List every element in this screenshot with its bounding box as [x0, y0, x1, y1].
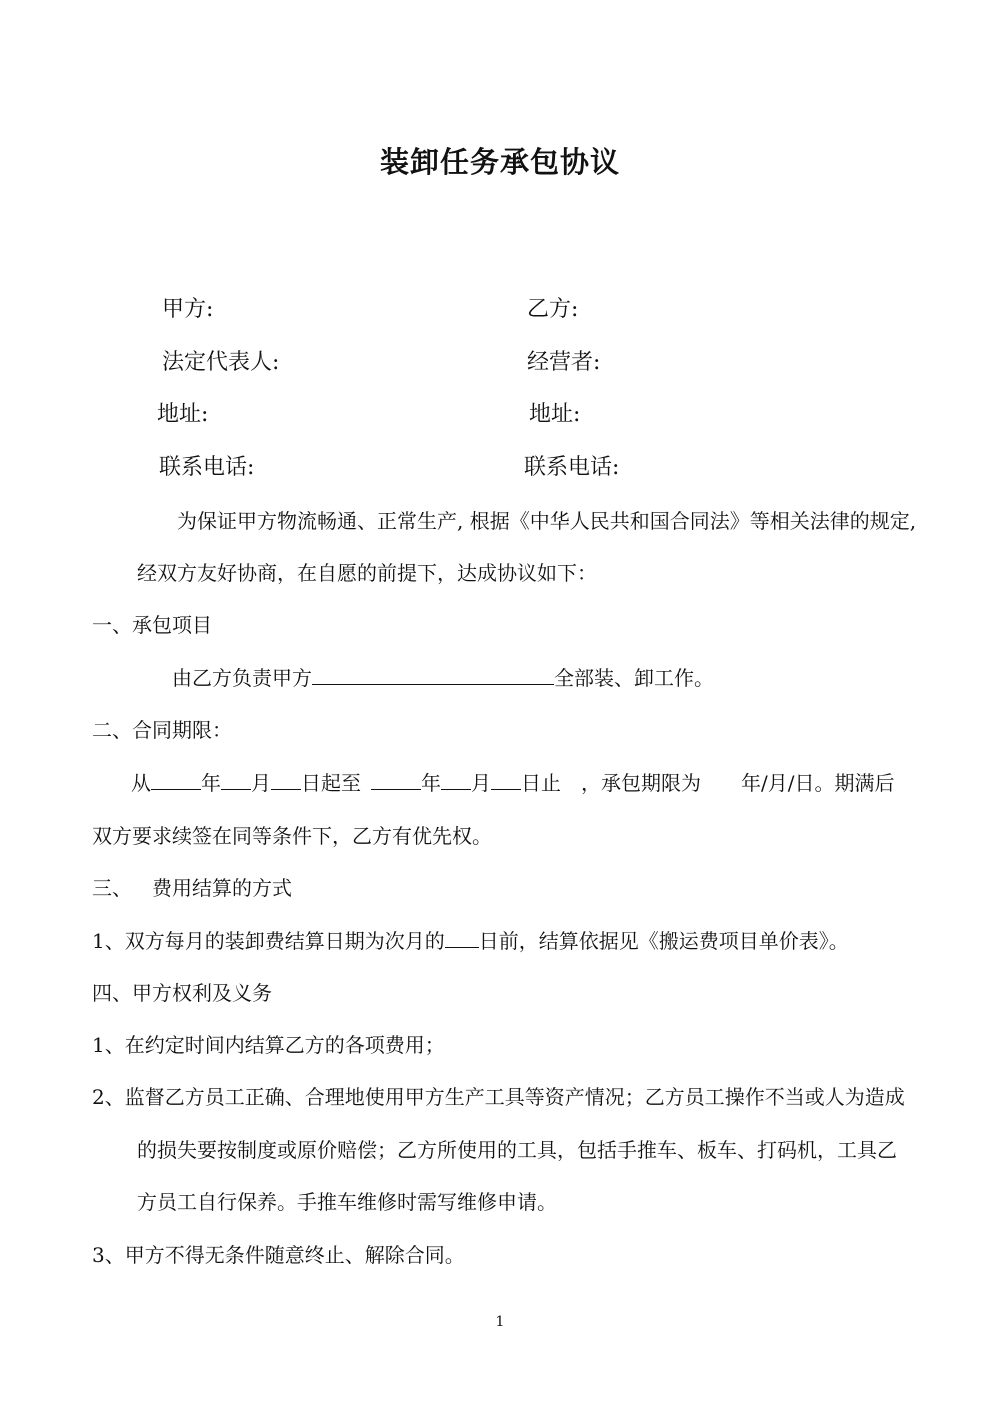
section-2-heading: 二、合同期限： [92, 718, 232, 742]
section-4-item-3: 3、甲方不得无条件随意终止、解除合同。 [92, 1243, 465, 1267]
section-4-item-2-line-2: 的损失要按制度或原价赔偿；乙方所使用的工具，包括手推车、板车、打码机，工具乙 [137, 1138, 897, 1162]
project-blank-line [312, 664, 554, 685]
end-year-blank [371, 769, 421, 790]
section-1-text-after: 全部装、卸工作。 [554, 666, 714, 690]
start-year-blank [151, 769, 201, 790]
section-4-item-2-line-3: 方员工自行保养。手推车维修时需写维修申请。 [137, 1190, 557, 1214]
settlement-day-blank [445, 927, 479, 948]
day-from-label: 日起至 [301, 771, 361, 795]
party-b-label: 乙方: [527, 297, 579, 322]
section-3-number: 三、 [92, 876, 132, 900]
phone-a-label: 联系电话: [159, 455, 255, 480]
section-2-line-2: 双方要求续签在同等条件下，乙方有优先权。 [92, 824, 492, 848]
section-1-text-before: 由乙方负责甲方 [172, 666, 312, 690]
item-1-after: 日前，结算依据见《搬运费项目单价表》。 [478, 929, 849, 953]
year-label: 年 [421, 771, 441, 795]
operator-label: 经营者: [527, 350, 601, 375]
page-number: 1 [495, 1314, 505, 1330]
contract-period-line [131, 767, 894, 796]
start-day-blank [271, 769, 301, 790]
section-4-heading: 四、甲方权利及义务 [92, 981, 272, 1005]
intro-line-1: 为保证甲方物流畅通、正常生产, 根据《中华人民共和国合同法》等相关法律的规定, [177, 509, 917, 533]
page-title: 装卸任务承包协议 [379, 145, 620, 179]
address-b-label: 地址: [529, 402, 581, 427]
period-label: ，承包期限为 [581, 771, 701, 795]
day-to-label: 日止 [521, 771, 561, 795]
month-label: 月 [251, 771, 271, 795]
address-a-label: 地址: [157, 402, 209, 427]
section-1-heading: 一、承包项目 [92, 613, 212, 637]
end-month-blank [441, 769, 471, 790]
section-1-text [172, 662, 714, 691]
section-4-item-1: 1、在约定时间内结算乙方的各项费用； [92, 1033, 445, 1057]
section-3-title: 费用结算的方式 [152, 876, 292, 900]
end-day-blank [491, 769, 521, 790]
party-a-label: 甲方: [162, 297, 214, 322]
section-3-item-1 [92, 925, 849, 954]
year-label: 年 [201, 771, 221, 795]
section-4-item-2-line-1: 2、监督乙方员工正确、合理地使用甲方生产工具等资产情况；乙方员工操作不当或人为造成 [92, 1085, 905, 1109]
from-label: 从 [131, 771, 151, 795]
start-month-blank [221, 769, 251, 790]
legal-rep-label: 法定代表人: [162, 350, 280, 375]
intro-line-2: 经双方友好协商，在自愿的前提下，达成协议如下： [137, 561, 597, 585]
month-label: 月 [471, 771, 491, 795]
item-1-before: 1、双方每月的装卸费结算日期为次月的 [92, 929, 445, 953]
period-unit-label: 年/月/日。期满后 [741, 771, 895, 795]
section-3-heading [92, 872, 292, 901]
phone-b-label: 联系电话: [524, 455, 620, 480]
